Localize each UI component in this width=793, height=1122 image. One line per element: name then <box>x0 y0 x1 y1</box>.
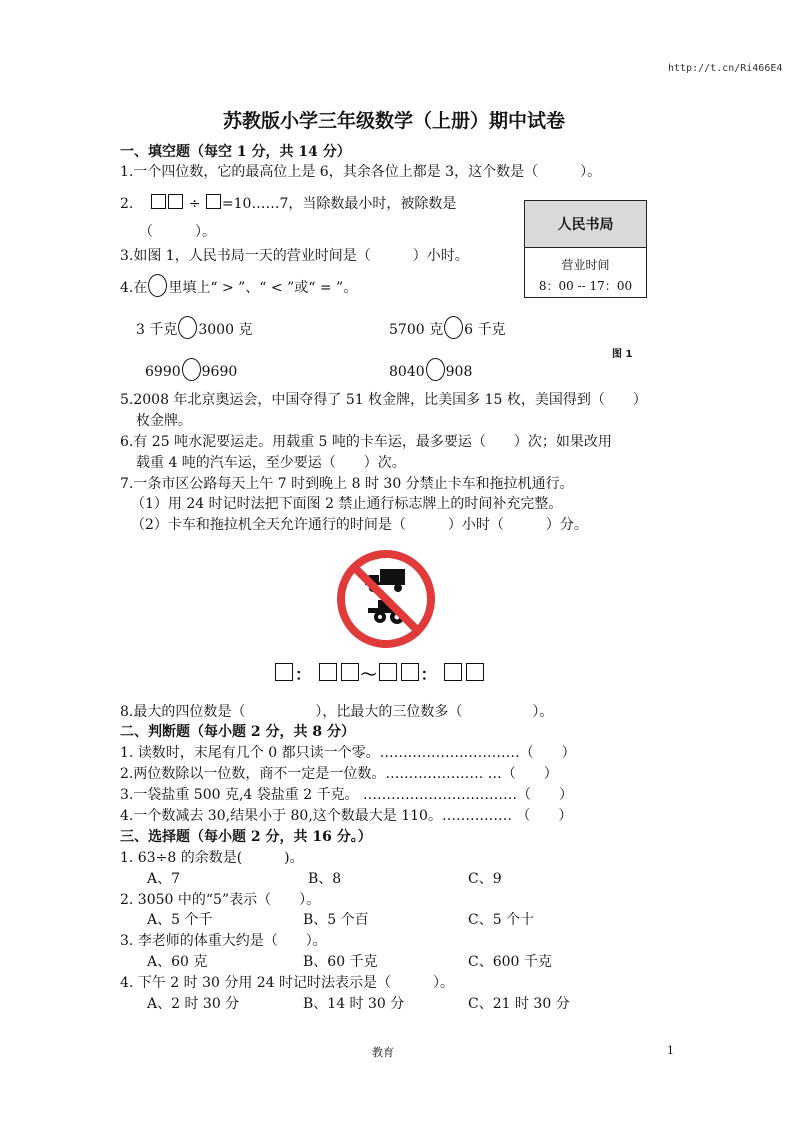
divide-sign: ÷ <box>188 196 205 212</box>
question-1-7-sub1: （1）用 24 时记时法把下面图 2 禁止通行标志牌上的时间补充完整。 <box>131 496 563 512</box>
footer-center: 教育 <box>372 1046 394 1059</box>
choice-question: 4. 下午 2 时 30 分用 24 时记时法表示是（ ）。 <box>120 975 455 991</box>
colon: ： <box>295 665 312 684</box>
page-number: 1 <box>667 1044 674 1057</box>
choice-option-b[interactable]: B、14 时 30 分 <box>303 996 405 1012</box>
choice-option-a[interactable]: A、5 个千 <box>147 912 213 928</box>
figure-1-label: 图 1 <box>612 349 633 360</box>
circle-icon <box>148 274 167 297</box>
compare-circle[interactable] <box>178 316 197 339</box>
time-box[interactable] <box>275 663 293 681</box>
q4-post: 里填上“ > ”、“ < ”或“ = ”。 <box>168 280 358 296</box>
choice-option-a[interactable]: A、2 时 30 分 <box>147 996 240 1012</box>
judge-item: 4.一个数减去 30,结果小于 80,这个数最大是 110。…………… （ ） <box>120 808 573 824</box>
compare-item <box>145 358 237 381</box>
choice-question: 1. 63÷8 的余数是( )。 <box>120 850 304 866</box>
time-box[interactable] <box>444 663 462 681</box>
section2-heading: 二、判断题（每小题 2 分，共 8 分） <box>120 724 355 740</box>
question-1-7-line1: 7.一条市区公路每天上午 7 时到晚上 8 时 30 分禁止卡车和拖拉机通行。 <box>120 476 574 492</box>
compare-item <box>136 316 252 339</box>
section3-heading: 三、选择题（每小题 2 分，共 16 分。） <box>120 829 372 845</box>
digit-box <box>151 194 166 209</box>
colon: ： <box>420 665 437 684</box>
choice-option-a[interactable]: A、60 克 <box>147 954 208 970</box>
question-1-5-line1: 5.2008 年北京奥运会，中国夺得了 51 枚金牌，比美国多 15 枚，美国得到（ ） <box>120 392 647 408</box>
question-1-5-line2: 枚金牌。 <box>136 413 192 429</box>
question-1-1: 1.一个四位数，它的最高位上是 6，其余各位上都是 3，这个数是（ ）。 <box>120 164 602 180</box>
time-box[interactable] <box>466 663 484 681</box>
compare-circle[interactable] <box>182 358 201 381</box>
digit-box <box>168 194 183 209</box>
store-name: 人民书局 <box>525 201 646 248</box>
choice-option-c[interactable]: C、21 时 30 分 <box>468 996 570 1012</box>
no-trucks-sign-icon <box>334 547 438 651</box>
compare-right: 9690 <box>201 364 238 380</box>
choice-option-c[interactable]: C、9 <box>468 871 502 887</box>
question-1-6-line2: 载重 4 吨的汽车运，至少要运（ ）次。 <box>136 455 406 471</box>
time-slots <box>273 662 486 685</box>
q2-number: 2. <box>120 196 134 212</box>
choice-question: 3. 李老师的体重大约是（ ）。 <box>120 933 327 949</box>
question-1-8: 8.最大的四位数是（ ），比最大的三位数多（ ）。 <box>120 704 554 720</box>
choice-question: 2. 3050 中的“5”表示（ ）。 <box>120 892 321 908</box>
judge-item: 3.一袋盐重 500 克,4 袋盐重 2 千克。 ……………………………（ ） <box>120 787 574 803</box>
digit-box <box>206 194 221 209</box>
tilde: ～ <box>360 665 377 684</box>
page-title: 苏教版小学三年级数学（上册）期中试卷 <box>223 110 566 132</box>
compare-left: 5700 克 <box>389 322 444 338</box>
choice-option-c[interactable]: C、5 个十 <box>468 912 535 928</box>
question-1-7-sub2: （2）卡车和拖拉机全天允许通行的时间是（ ）小时（ ）分。 <box>131 517 588 533</box>
compare-left: 3 千克 <box>136 322 178 338</box>
question-1-2-end: （ ）。 <box>139 224 216 240</box>
choice-option-b[interactable]: B、5 个百 <box>303 912 369 928</box>
compare-right: 908 <box>445 364 473 380</box>
header-url[interactable]: http://t.cn/Ri466E4 <box>668 63 783 74</box>
choice-option-a[interactable]: A、7 <box>147 871 181 887</box>
section1-heading: 一、填空题（每空 1 分，共 14 分） <box>120 144 351 160</box>
compare-left: 6990 <box>145 364 181 380</box>
time-box[interactable] <box>319 663 337 681</box>
choice-option-b[interactable]: B、8 <box>308 871 342 887</box>
q4-pre: 4.在 <box>120 280 148 296</box>
q2-middle: =10……7，当除数最小时，被除数是 <box>221 196 457 212</box>
question-1-4 <box>120 274 357 297</box>
compare-circle[interactable] <box>444 316 463 339</box>
time-box[interactable] <box>341 663 359 681</box>
time-box[interactable] <box>401 663 419 681</box>
compare-right: 6 千克 <box>464 322 506 338</box>
compare-item <box>389 316 505 339</box>
choice-option-c[interactable]: C、600 千克 <box>468 954 552 970</box>
time-box[interactable] <box>379 663 397 681</box>
store-hours: 8：00 -- 17：00 <box>538 279 633 293</box>
compare-item <box>389 358 472 381</box>
question-1-3: 3.如图 1，人民书局一天的营业时间是（ ）小时。 <box>120 248 469 264</box>
choice-option-b[interactable]: B、60 千克 <box>303 954 378 970</box>
compare-right: 3000 克 <box>198 322 253 338</box>
question-1-2 <box>120 193 456 213</box>
compare-circle[interactable] <box>426 358 445 381</box>
store-hours-label: 营业时间 <box>561 258 610 272</box>
judge-item: 1. 读数时，末尾有几个 0 都只读一个零。…………………………（ ） <box>120 745 576 761</box>
compare-left: 8040 <box>389 364 425 380</box>
judge-item: 2.两位数除以一位数，商不一定是一位数。………………… …（ ） <box>120 766 558 782</box>
question-1-6-line1: 6.有 25 吨水泥要运走。用载重 5 吨的卡车运，最多要运（ ）次；如果改用 <box>120 434 612 450</box>
store-sign <box>524 200 647 298</box>
